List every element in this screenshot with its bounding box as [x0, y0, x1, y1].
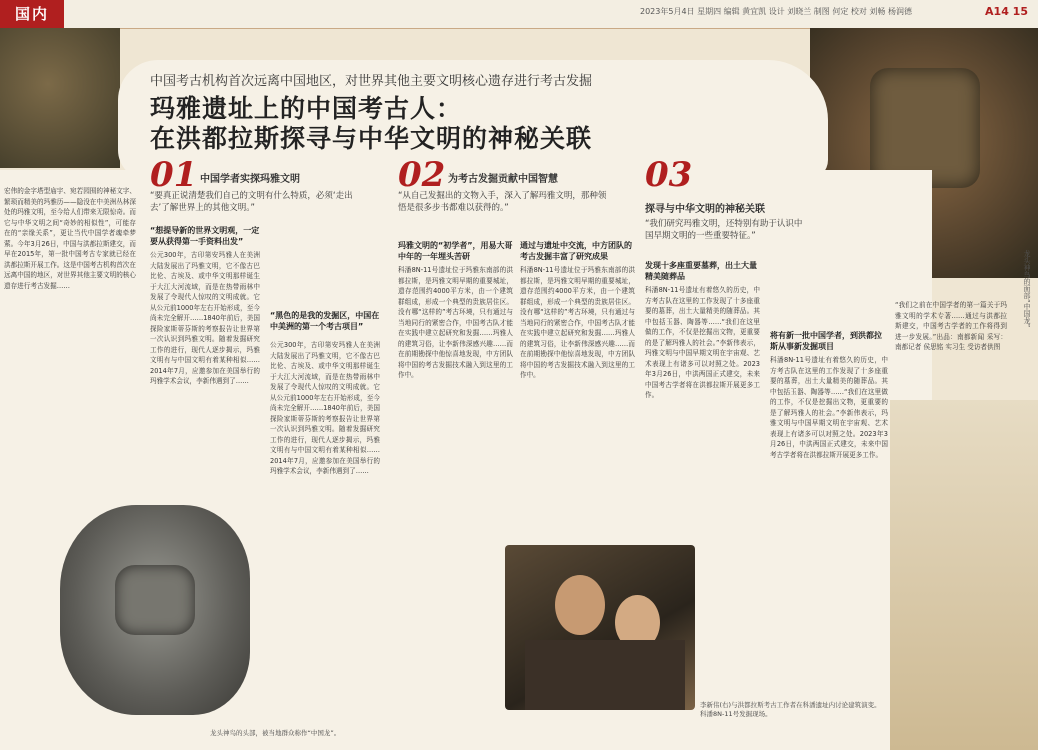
- page-info: 2023年5月4日 星期四 编辑 黄宜凯 设计 刘晓兰 制图 何定 校对 刘畅 杨润德: [640, 7, 912, 16]
- stone-sculpture-photo: [60, 505, 250, 715]
- section-2-subhead-1: 玛雅文明的“初学者”，用易大哥中年的一年埋头苦研: [398, 241, 513, 261]
- kicker: 中国考古机构首次远离中国地区，对世界其他主要文明核心遗存进行考古发掘: [150, 74, 593, 89]
- section-3-heading: 探寻与中华文明的神秘关联: [645, 204, 765, 215]
- section-1-body-2: 公元300年，古印第安玛雅人在美洲大陆发展出了玛雅文明，它不像古巴比伦、古埃及、或中华文明那样诞生于大江大河流域，而是在热带雨林中发展了令现代人惊叹的文明成就。它从公元前1000年左右开始形成，至今尚未完全解开……1840年前后，美国探险家斯蒂芬斯的考察报告让世界第一次认识到玛雅文明。随着发掘研究工作的进行，现代人逐步揭示，玛雅文明有与中国文明有着某种相似……2014年7月，应邀参加在美国举行的玛雅学术会议，李新伟遇到了……: [270, 341, 380, 475]
- dragon-head-carving: [115, 565, 195, 635]
- page-number: A14 15: [985, 5, 1028, 18]
- section-tag: 国内: [0, 0, 64, 28]
- section-3-body: 科潘8N-11号遗址有着悠久的历史，中方考古队在这里的工作发现了十多座重要的墓葬，出土大量精美的随葬品。其中包括玉器、陶器等……“我们在这里做的工作，不仅是挖掘出文物，更重要的是了解玛雅人的社会。”李新伟表示，玛雅文明与中国早期文明在宇宙观、艺术表现上有诸多可以对照之处。2023年3月26日，中洪两国正式建交，未来中国考古学者将在洪都拉斯开展更多工作。: [645, 286, 760, 399]
- headline-line-2: 在洪都拉斯探寻与中华文明的神秘关联: [150, 124, 593, 153]
- stone-photo-caption: 龙头神鸟的头部，被当地群众称作“中国龙”。: [210, 729, 341, 737]
- excavation-photo: [505, 545, 695, 710]
- section-3-subhead-1: 发现十多座重要墓葬，出土大量精美随葬品: [645, 261, 757, 281]
- section-2-body-2: 科潘8N-11号遗址位于玛雅东南部的洪都拉斯，是玛雅文明早期的重要城址，遗存范围约4000平方米，由一个建筑群组成，形成一个典型的贵族居住区。没有哪“这样的”考古环境，只有通过与当地同行的紧密合作，中国考古队才能在实践中建立起研究和发掘……玛雅人的建筑习俗，让李新伟深感兴趣……而在前期勘探中他惊喜地发现，中方团队将中国的考古发掘技术融入到这里的工作中。: [520, 266, 635, 379]
- researcher-figure-left: [555, 575, 605, 635]
- section-1-subhead-1: “想提导新的世界文明观，一定要从获得第一手资料出发”: [150, 226, 260, 246]
- section-2-heading: 为考古发掘贡献中国智慧: [448, 174, 558, 185]
- section-1-subhead-2: “黑色的是我的发掘区，中国在中美洲的第一个考古项目”: [270, 311, 380, 331]
- section-3-subhead-2: 将有新一批中国学者，到洪都拉斯从事新发掘项目: [770, 331, 882, 351]
- masthead-bar: [0, 0, 1038, 29]
- excavation-photo-caption: 李新伟(右)与洪都拉斯考古工作者在科潘遗址内讨论建筑演变。科潘8N-11号发掘现场。: [700, 701, 881, 718]
- section-2-number: 02: [398, 155, 446, 195]
- section-2-subhead-2: 通过与遗址中交流，中方团队的考古发掘丰富了研究成果: [520, 241, 632, 261]
- headline-line-1: 玛雅遗址上的中国考古人：: [150, 94, 463, 123]
- section-2-body: 科潘8N-11号遗址位于玛雅东南部的洪都拉斯，是玛雅文明早期的重要城址，遗存范围约4000平方米，由一个建筑群组成，形成一个典型的贵族居住区。没有哪“这样的”考古环境，只有通过与当地同行的紧密合作，中国考古队才能在实践中建立起研究和发掘……玛雅人的建筑习俗，让李新伟深感兴趣……而在前期勘探中他惊喜地发现，中方团队将中国的考古发掘技术融入到这里的工作中。: [398, 266, 513, 379]
- vertical-photo-caption: 龙头神鸟的面部“中国龙”: [1023, 250, 1031, 328]
- section-1-body: 公元300年，古印第安玛雅人在美洲大陆发展出了玛雅文明，它不像古巴比伦、古埃及、或中华文明那样诞生于大江大河流域，而是在热带雨林中发展了令现代人惊叹的文明成就。它从公元前1000年左右开始形成，至今尚未完全解开……1840年前后，美国探险家斯蒂芬斯的考察报告让世界第一次认识到玛雅文明。随着发掘研究工作的进行，现代人逐步揭示，玛雅文明有与中国文明有着某种相似……2014年7月，应邀参加在美国举行的玛雅学术会议，李新伟遇到了……: [150, 251, 260, 385]
- section-3-body-2: 科潘8N-11号遗址有着悠久的历史，中方考古队在这里的工作发现了十多座重要的墓葬，出土大量精美的随葬品。其中包括玉器、陶器等……“我们在这里做的工作，不仅是挖掘出文物，更重要的是了解玛雅人的社会。”李新伟表示，玛雅文明与中国早期文明在宇宙观、艺术表现上有诸多可以对照之处。2023年3月26日，中洪两国正式建交，未来中国考古学者将在洪都拉斯开展更多工作。: [770, 356, 888, 459]
- intro-text: 宏伟的金字塔型庙宇、宛若园囿的神秘文字、繁琐而精美的玛雅历——隐没在中美洲丛林深处的玛雅文明，至今给人们带来无限惊奇。而它与中华文明之间“奇妙的相似性”，可能存在的“亲缘关系”，更让当代中国学者魂牵梦萦。今年3月26日，中国与洪都拉斯建交，而早在2015年，第一批中国考古专家就已经在洪都拉斯开展工作。这是中国考古机构首次在远离中国的地区，对世界其他主要文明的核心遗存进行考古发掘……: [4, 187, 136, 290]
- far-right-text: “我们之前在中国学者的第一篇关于玛雅文明的学术专著……通过与洪都拉斯建交，中国考古学者的工作将得到进一步发展。”出品：南都新闻 采写：南都记者 侯思铭 实习生 受访者供图: [895, 301, 1007, 351]
- section-1-heading: 中国学者实探玛雅文明: [200, 174, 300, 185]
- section-3-lead: “我们研究玛雅文明，还特别有助于认识中国早期文明的一些重要特征。”: [645, 219, 803, 241]
- section-2-lead: “从自己发掘出的文物入手，深入了解玛雅文明，那种领悟是很多步书都难以获得的。”: [398, 191, 607, 213]
- section-1-number: 01: [150, 155, 198, 195]
- background-photo-left: [0, 28, 120, 168]
- section-3-number: 03: [645, 155, 693, 195]
- section-1-lead: “要真正说清楚我们自己的文明有什么特质，必须‘走出去’了解世界上的其他文明。”: [150, 191, 353, 213]
- excavation-wall: [525, 640, 685, 710]
